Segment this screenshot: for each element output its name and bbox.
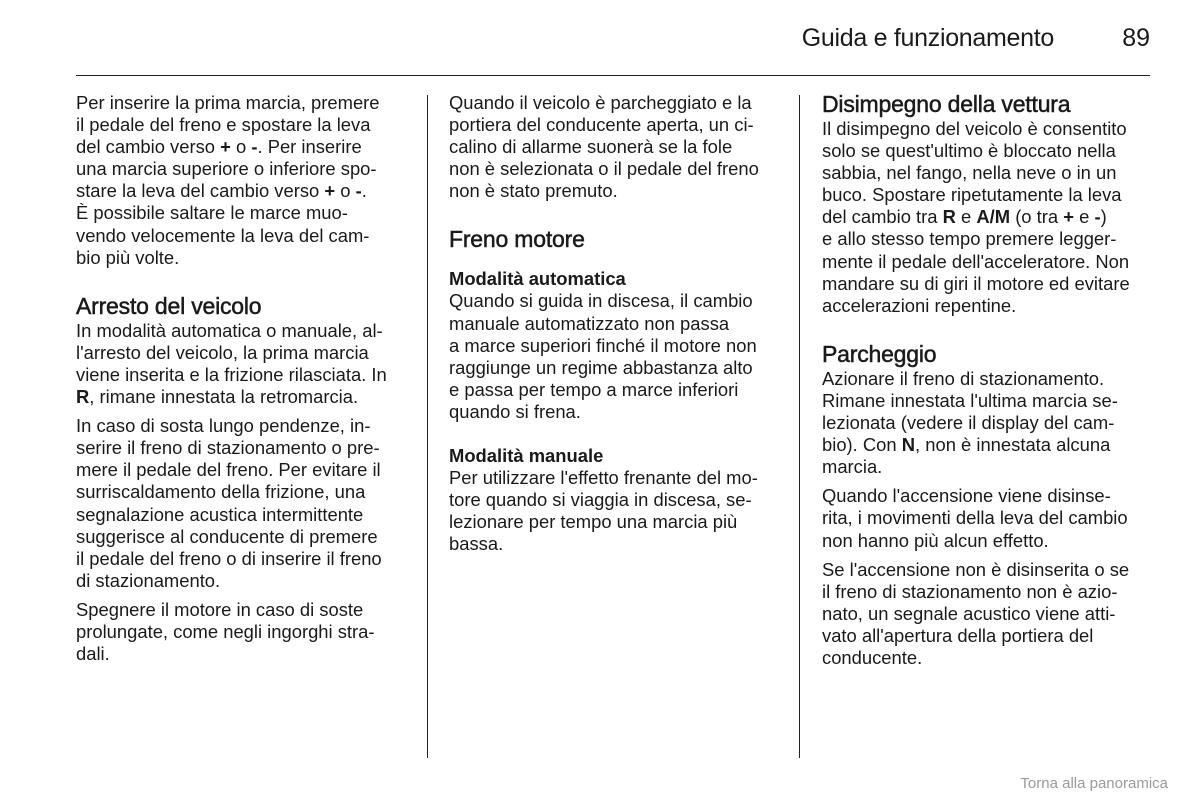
bold-symbol: - (355, 180, 362, 202)
text-line: In caso di sosta lungo pendenze, in- (76, 415, 371, 437)
text-line: nato, un segnale acustico viene atti- (822, 602, 1116, 624)
text-line: rita, i movimenti della leva del cambio (822, 507, 1128, 529)
text-line: Quando il veicolo è parcheggiato e la (449, 92, 752, 113)
paragraph-arresto (76, 320, 410, 408)
text-line: il freno di stazionamento non è azio- (822, 580, 1118, 602)
text-line: il pedale del freno e spostare la leva (76, 114, 371, 136)
text-line: surriscaldamento della frizione, una (76, 481, 366, 503)
text-line: vato all'apertura della portiera del (822, 624, 1094, 646)
text-line: In modalità automatica o manuale, al- (76, 319, 383, 341)
bold-symbol: + (324, 180, 336, 202)
text-line: bassa. (449, 533, 504, 555)
text-line: buco. Spostare ripetutamente la leva (822, 184, 1122, 206)
text-line: non è selezionata o il pedale del freno (449, 158, 759, 180)
paragraph-freno-stazionamento (822, 368, 1158, 478)
bold-symbol: - (1094, 206, 1101, 228)
text-line: accelerazioni repentine. (822, 294, 1017, 316)
text-line: Se l'accensione non è disinserita o se (822, 558, 1130, 580)
text-line: Azionare il freno di stazionamento. (822, 367, 1105, 389)
bold-symbol: A/M (976, 206, 1011, 228)
text-line: Spegnere il motore in caso di soste (76, 598, 364, 620)
text-line: viene inserita e la frizione rilasciata. In (76, 363, 387, 385)
bold-symbol: + (1063, 206, 1074, 228)
text-line: una marcia superiore o inferiore spo- (76, 158, 377, 180)
text-line: segnalazione acustica intermittente (76, 503, 364, 525)
column-1 (76, 92, 410, 672)
text-line: di stazionamento. (76, 569, 221, 591)
text-line: conducente. (822, 646, 923, 668)
text-line: Per utilizzare l'effetto frenante del mo- (449, 467, 758, 489)
heading-disimpegno-della-vettura: Disimpegno della vettura (822, 91, 1071, 117)
text-line: bio più volte. (76, 246, 180, 268)
text-line: bio). Con N, non è innestata alcuna (822, 434, 1111, 456)
text-line: solo se quest'ultimo è bloccato nella (822, 140, 1116, 162)
bold-symbol: + (220, 136, 231, 158)
paragraph-spegnere-motore (76, 599, 410, 665)
bold-symbol: N (901, 434, 916, 456)
paragraph-disimpegno (822, 118, 1158, 317)
text-line: del cambio verso + o -. Per inserire (76, 136, 362, 158)
text-line: sabbia, nel fango, nella neve o in un (822, 162, 1117, 184)
text-line: Quando si guida in discesa, il cambio (449, 290, 753, 312)
bold-symbol: - (251, 136, 258, 158)
text-line: mere il pedale del freno. Per evitare il (76, 459, 381, 481)
text-line: marcia. (822, 456, 883, 478)
text-line: non hanno più alcun effetto. (822, 529, 1049, 551)
heading-arresto-del-veicolo: Arresto del veicolo (76, 292, 262, 319)
text-line: vendo velocemente la leva del cam- (76, 224, 370, 246)
paragraph-accensione-disinserita (822, 485, 1158, 551)
text-line: manuale automatizzato non passa (449, 312, 730, 334)
text-line: prolungate, come negli ingorghi stra- (76, 620, 375, 642)
text-line: e allo stesso tempo premere legger- (822, 228, 1117, 250)
text-line: tore quando si viaggia in discesa, se- (449, 489, 752, 511)
text-line: non è stato premuto. (449, 180, 618, 202)
text-line: raggiunge un regime abbastanza alto (449, 356, 753, 378)
section-title: Guida e funzionamento (801, 24, 1054, 52)
paragraph-cicalino (449, 92, 785, 202)
paragraph-modalita-manuale (449, 467, 785, 555)
heading-parcheggio: Parcheggio (822, 340, 937, 367)
text-line: suggerisce al conducente di premere (76, 525, 378, 547)
page-header (76, 18, 1150, 70)
heading-modalita-manuale: Modalità manuale (449, 445, 604, 467)
column-3 (822, 92, 1158, 676)
text-line: mandare su di giri il motore ed evitare (822, 272, 1130, 294)
text-line: l'arresto del veicolo, la prima marcia (76, 341, 369, 363)
text-line: R, rimane innestata la retromarcia. (76, 386, 359, 408)
text-line: calino di allarme suonerà se la fole (449, 136, 733, 158)
paragraph-modalita-automatica (449, 290, 785, 423)
paragraph-prima-marcia (76, 92, 410, 269)
header-rule (76, 75, 1150, 76)
text-line: dali. (76, 643, 110, 665)
column-divider (799, 95, 800, 758)
text-line: quando si frena. (449, 400, 581, 422)
text-line: Il disimpegno del veicolo è consentito (822, 118, 1127, 139)
text-line: mente il pedale dell'acceleratore. Non (822, 250, 1130, 272)
column-divider (427, 95, 428, 758)
back-to-overview-link[interactable]: Torna alla panoramica (1020, 775, 1168, 792)
page-number: 89 (1122, 24, 1150, 52)
text-line: Per inserire la prima marcia, premere (76, 92, 380, 113)
text-line: il pedale del freno o di inserire il freno (76, 547, 382, 569)
heading-freno-motore: Freno motore (449, 226, 585, 253)
text-line: stare la leva del cambio verso + o -. (76, 180, 367, 202)
text-line: e passa per tempo a marce inferiori (449, 378, 739, 400)
text-line: È possibile saltare le marce muo- (76, 202, 348, 224)
column-2 (449, 92, 785, 562)
text-line: lezionare per tempo una marcia più (449, 511, 738, 533)
bold-symbol: R (942, 206, 956, 228)
text-line: a marce superiori finché il motore non (449, 334, 757, 356)
heading-modalita-automatica: Modalità automatica (449, 268, 626, 290)
paragraph-sosta-pendenze (76, 415, 410, 592)
text-line: Quando l'accensione viene disinse- (822, 485, 1111, 507)
text-line: lezionata (vedere il display del cam- (822, 412, 1115, 434)
text-line: portiera del conducente aperta, un ci- (449, 114, 754, 136)
paragraph-segnale-acustico (822, 559, 1158, 669)
text-line: Rimane innestata l'ultima marcia se- (822, 389, 1118, 411)
text-line: del cambio tra R e A/M (o tra + e -) (822, 206, 1107, 228)
bold-symbol: R (76, 386, 90, 408)
text-line: serire il freno di stazionamento o pre- (76, 437, 380, 459)
